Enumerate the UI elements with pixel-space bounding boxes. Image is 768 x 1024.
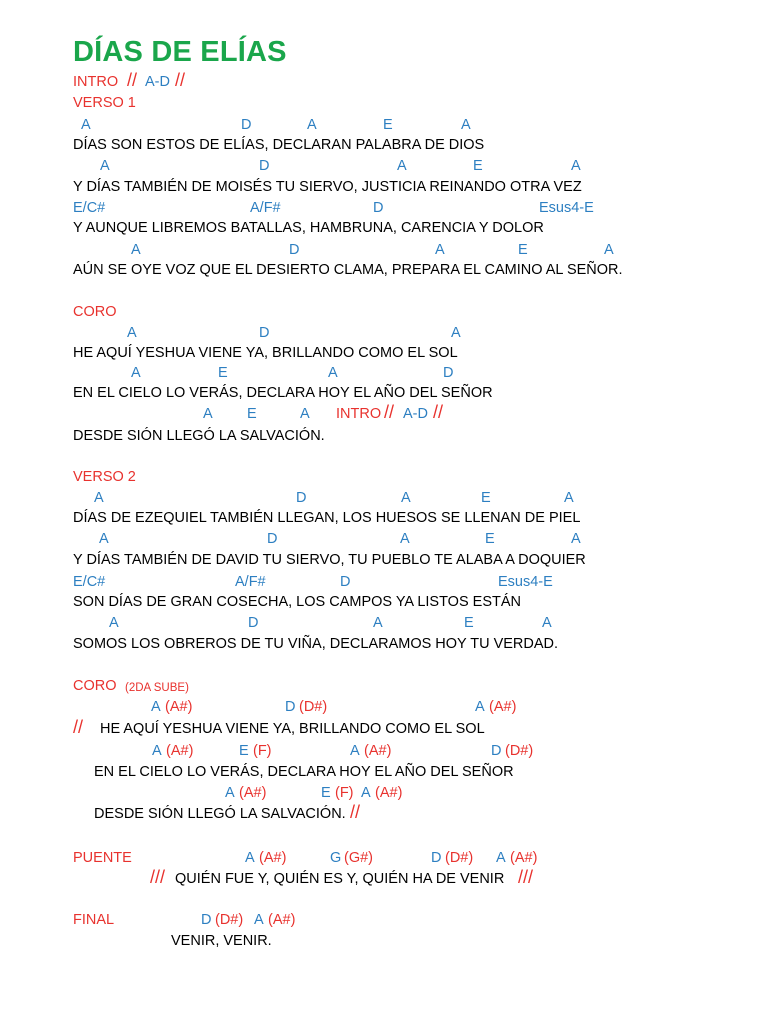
lyric-line: SON DÍAS DE GRAN COSECHA, LOS CAMPOS YA LISTOS ESTÁN [73,594,522,610]
chord: D [373,200,384,216]
chord: A [461,117,471,133]
chord: A [245,850,255,866]
alt-chord: (F) [335,785,354,801]
lyric-line: DESDE SIÓN LLEGÓ LA SALVACIÓN. [73,428,325,444]
chord: A [131,365,141,381]
chord: A [475,699,485,715]
repeat-open-mark: // [384,402,395,422]
chord: G [330,850,342,866]
chord: A [397,158,407,174]
chord: E [321,785,331,801]
lyric-line: Y AUNQUE LIBREMOS BATALLAS, HAMBRUNA, CARENCIA Y DOLOR [73,220,544,236]
lyric-line: VENIR, VENIR. [171,933,272,949]
chord: A [542,615,552,631]
alt-chord: (A#) [510,850,538,866]
section-label: FINAL [73,912,115,928]
lyric-line: Y DÍAS TAMBIÉN DE MOISÉS TU SIERVO, JUSTICIA REINANDO OTRA VEZ [73,179,582,195]
chord: A [564,490,574,506]
chord: A [401,490,411,506]
chord: A [254,912,264,928]
chord: A/F# [235,574,266,590]
key-change-note: (2DA SUBE) [125,682,189,694]
chord: A [328,365,338,381]
alt-chord: (A#) [375,785,403,801]
chord: D [259,158,270,174]
lyric-line: HE AQUÍ YESHUA VIENE YA, BRILLANDO COMO EL SOL [73,345,458,361]
chord: A [604,242,614,258]
alt-chord: (A#) [165,699,193,715]
chord: A [400,531,410,547]
alt-chord: (D#) [299,699,328,715]
chord: Esus4-E [498,574,553,590]
section-label: CORO [73,304,117,320]
chord: E [481,490,491,506]
intro-label: INTRO [73,74,119,90]
chord: E [247,406,257,422]
chord: A [225,785,235,801]
chord: D [289,242,300,258]
lyric-line: AÚN SE OYE VOZ QUE EL DESIERTO CLAMA, PREPARA EL CAMINO AL SEÑOR. [73,262,623,278]
repeat-close-mark: // [433,402,444,422]
chord: D [285,699,296,715]
chord: A-D [145,74,170,90]
chord: Esus4-E [539,200,594,216]
alt-chord: (D#) [505,743,534,759]
lyric-line: DÍAS DE EZEQUIEL TAMBIÉN LLEGAN, LOS HUESOS SE LLENAN DE PIEL [73,510,581,526]
alt-chord: (A#) [489,699,517,715]
intro-label: INTRO [336,406,382,422]
chord: A [496,850,506,866]
chord: A [373,615,383,631]
chord: A [361,785,371,801]
repeat-close-mark: // [350,802,361,822]
chord: A-D [403,406,428,422]
chord: A [94,490,104,506]
chord: A [100,158,110,174]
repeat-open-mark: // [127,70,138,90]
lyric-line: EN EL CIELO LO VERÁS, DECLARA HOY EL AÑO DEL SEÑOR [94,764,514,780]
alt-chord: (A#) [259,850,287,866]
lyric-line: QUIÉN FUE Y, QUIÉN ES Y, QUIÉN HA DE VENIR [175,871,505,887]
lyric-line: DÍAS SON ESTOS DE ELÍAS, DECLARAN PALABRA DE DIOS [73,137,485,153]
chord: D [296,490,307,506]
alt-chord: (A#) [364,743,392,759]
section-label: VERSO 1 [73,95,136,111]
chord: A [300,406,310,422]
chord: E [383,117,393,133]
section-label: VERSO 2 [73,469,136,485]
chord: A [131,242,141,258]
chord: E [218,365,228,381]
chord: E/C# [73,200,106,216]
chord: D [241,117,252,133]
chord: A [571,531,581,547]
chord: A [203,406,213,422]
alt-chord: (F) [253,743,272,759]
chord: E [464,615,474,631]
section-label: PUENTE [73,850,132,866]
chord: E/C# [73,574,106,590]
chord: A [152,743,162,759]
chord: A [571,158,581,174]
chord: D [259,325,270,341]
chord: D [340,574,351,590]
chord: D [248,615,259,631]
alt-chord: (D#) [445,850,474,866]
chord: A [435,242,445,258]
chord: E [239,743,249,759]
alt-chord: (A#) [166,743,194,759]
alt-chord: (G#) [344,850,373,866]
repeat-close-mark: /// [518,867,534,887]
alt-chord: (A#) [239,785,267,801]
chord: A [307,117,317,133]
repeat-close-mark: // [175,70,186,90]
chord: A [81,117,91,133]
chord: E [473,158,483,174]
lyric-line: SOMOS LOS OBREROS DE TU VIÑA, DECLARAMOS HOY TU VERDAD. [73,636,559,652]
chord: A [109,615,119,631]
chord: A/F# [250,200,281,216]
chord: A [350,743,360,759]
chord: A [127,325,137,341]
repeat-open-mark: // [73,717,84,737]
chord: A [151,699,161,715]
alt-chord: (D#) [215,912,244,928]
lyric-line: HE AQUÍ YESHUA VIENE YA, BRILLANDO COMO EL SOL [100,721,485,737]
chord: D [201,912,212,928]
chord: E [485,531,495,547]
chord: A [451,325,461,341]
alt-chord: (A#) [268,912,296,928]
lyric-line: EN EL CIELO LO VERÁS, DECLARA HOY EL AÑO DEL SEÑOR [73,385,493,401]
chord: D [491,743,502,759]
chord: D [267,531,278,547]
repeat-open-mark: /// [150,867,166,887]
lyric-line: DESDE SIÓN LLEGÓ LA SALVACIÓN. [94,806,346,822]
chord: D [431,850,442,866]
song-title: DÍAS DE ELÍAS [73,36,287,68]
chord: E [518,242,528,258]
lyric-line: Y DÍAS TAMBIÉN DE DAVID TU SIERVO, TU PUEBLO TE ALABA A DOQUIER [73,552,586,568]
section-label: CORO [73,678,117,694]
chord: D [443,365,454,381]
chord: A [99,531,109,547]
